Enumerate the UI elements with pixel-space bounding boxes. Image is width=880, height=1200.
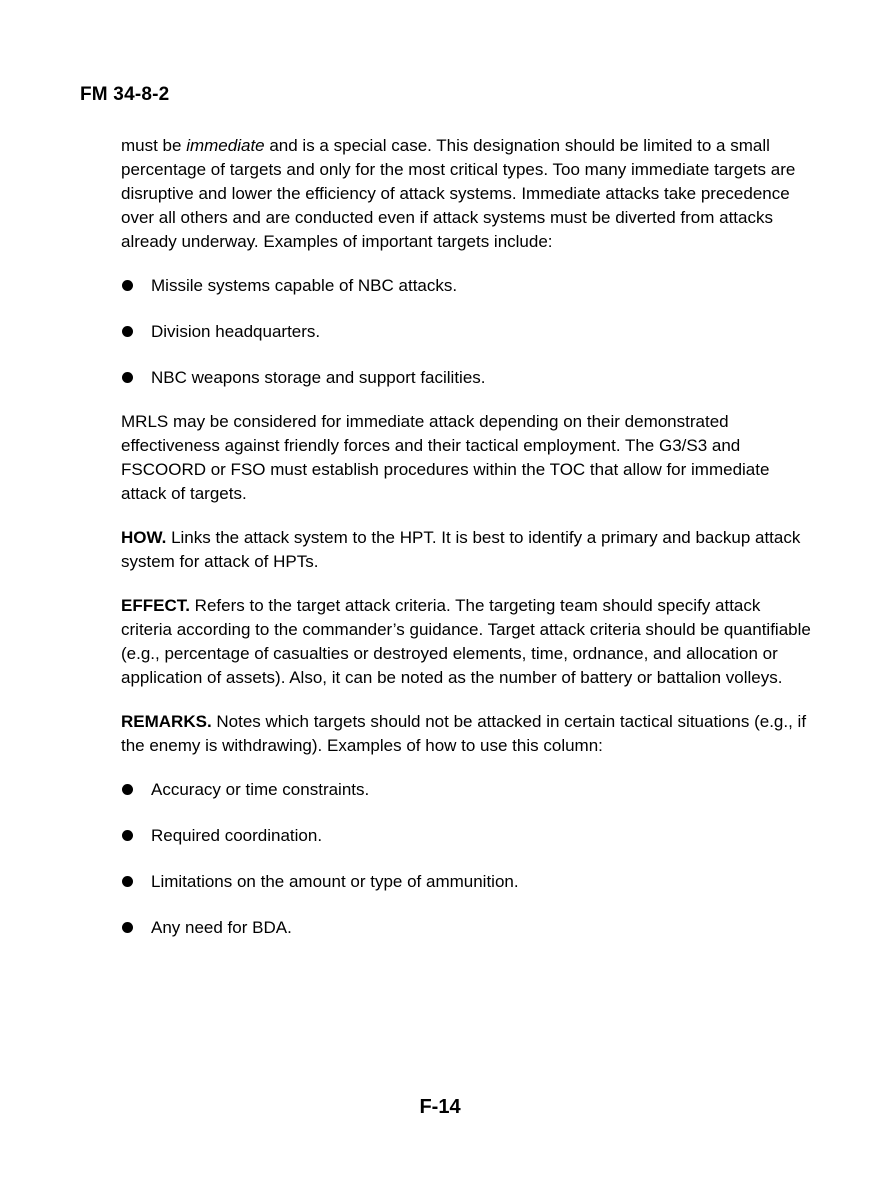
list-item-text: Any need for BDA. bbox=[151, 918, 292, 937]
list-item bbox=[121, 870, 811, 894]
bullet-icon bbox=[122, 922, 133, 933]
list-item bbox=[121, 916, 811, 940]
paragraph-text-rest: and is a special case. This designation should be limited to a small percentage of targets and only for the most critical types. Too many immediate targets are disruptive and lower the efficiency of attack systems. Immediate attacks take precedence over all others and are conducted even if attack systems must be diverted from attacks already underway. Examples of important targets include: bbox=[121, 136, 796, 251]
bullet-icon bbox=[122, 876, 133, 887]
list-item-text: Required coordination. bbox=[151, 826, 323, 845]
list-item bbox=[121, 320, 811, 344]
paragraph-mrls: MRLS may be considered for immediate attack depending on their demonstrated effectiveness against friendly forces and their tactical employment. The G3/S3 and FSCOORD or FSO must establish procedures within the TOC that allow for immediate attack of targets. bbox=[121, 412, 770, 503]
bullet-icon bbox=[122, 830, 133, 841]
list-item-text: NBC weapons storage and support facilities. bbox=[151, 368, 486, 387]
page-body bbox=[121, 134, 811, 960]
list-item bbox=[121, 366, 811, 390]
important-targets-list bbox=[121, 274, 811, 390]
remarks-examples-list bbox=[121, 778, 811, 940]
list-item-text: Missile systems capable of NBC attacks. bbox=[151, 276, 458, 295]
list-item bbox=[121, 778, 811, 802]
page-number: F-14 bbox=[419, 1096, 461, 1118]
bullet-icon bbox=[122, 280, 133, 291]
list-item-text: Division headquarters. bbox=[151, 322, 321, 341]
section-text-effect: Refers to the target attack criteria. The targeting team should specify attack criteria according to the commander’s guidance. Target attack criteria should be quantifiable (e.g., percentage of casualties or destroyed elements, time, ordnance, and allocation or application of assets). Also, it can be noted as the number of battery or battalion volleys. bbox=[121, 596, 811, 687]
section-text-how: Links the attack system to the HPT. It is best to identify a primary and backup attack system for attack of HPTs. bbox=[121, 528, 801, 571]
document-id-header: FM 34-8-2 bbox=[80, 84, 170, 105]
emphasized-word: immediate bbox=[186, 136, 265, 155]
paragraph-text-start: must be bbox=[121, 136, 187, 155]
paragraph-remarks bbox=[121, 710, 811, 758]
section-text-remarks: Notes which targets should not be attacked in certain tactical situations (e.g., if the enemy is withdrawing). Examples of how to use this column: bbox=[121, 712, 807, 755]
section-lead-how: HOW. bbox=[121, 528, 167, 547]
section-lead-effect: EFFECT. bbox=[121, 596, 190, 615]
list-item bbox=[121, 274, 811, 298]
paragraph-immediate-targets bbox=[121, 134, 811, 254]
paragraph-how bbox=[121, 526, 811, 574]
bullet-icon bbox=[122, 326, 133, 337]
list-item bbox=[121, 824, 811, 848]
list-item-text: Limitations on the amount or type of ammunition. bbox=[151, 872, 519, 891]
list-item-text: Accuracy or time constraints. bbox=[151, 780, 370, 799]
bullet-icon bbox=[122, 784, 133, 795]
section-lead-remarks: REMARKS. bbox=[121, 712, 212, 731]
paragraph-effect bbox=[121, 594, 811, 690]
bullet-icon bbox=[122, 372, 133, 383]
